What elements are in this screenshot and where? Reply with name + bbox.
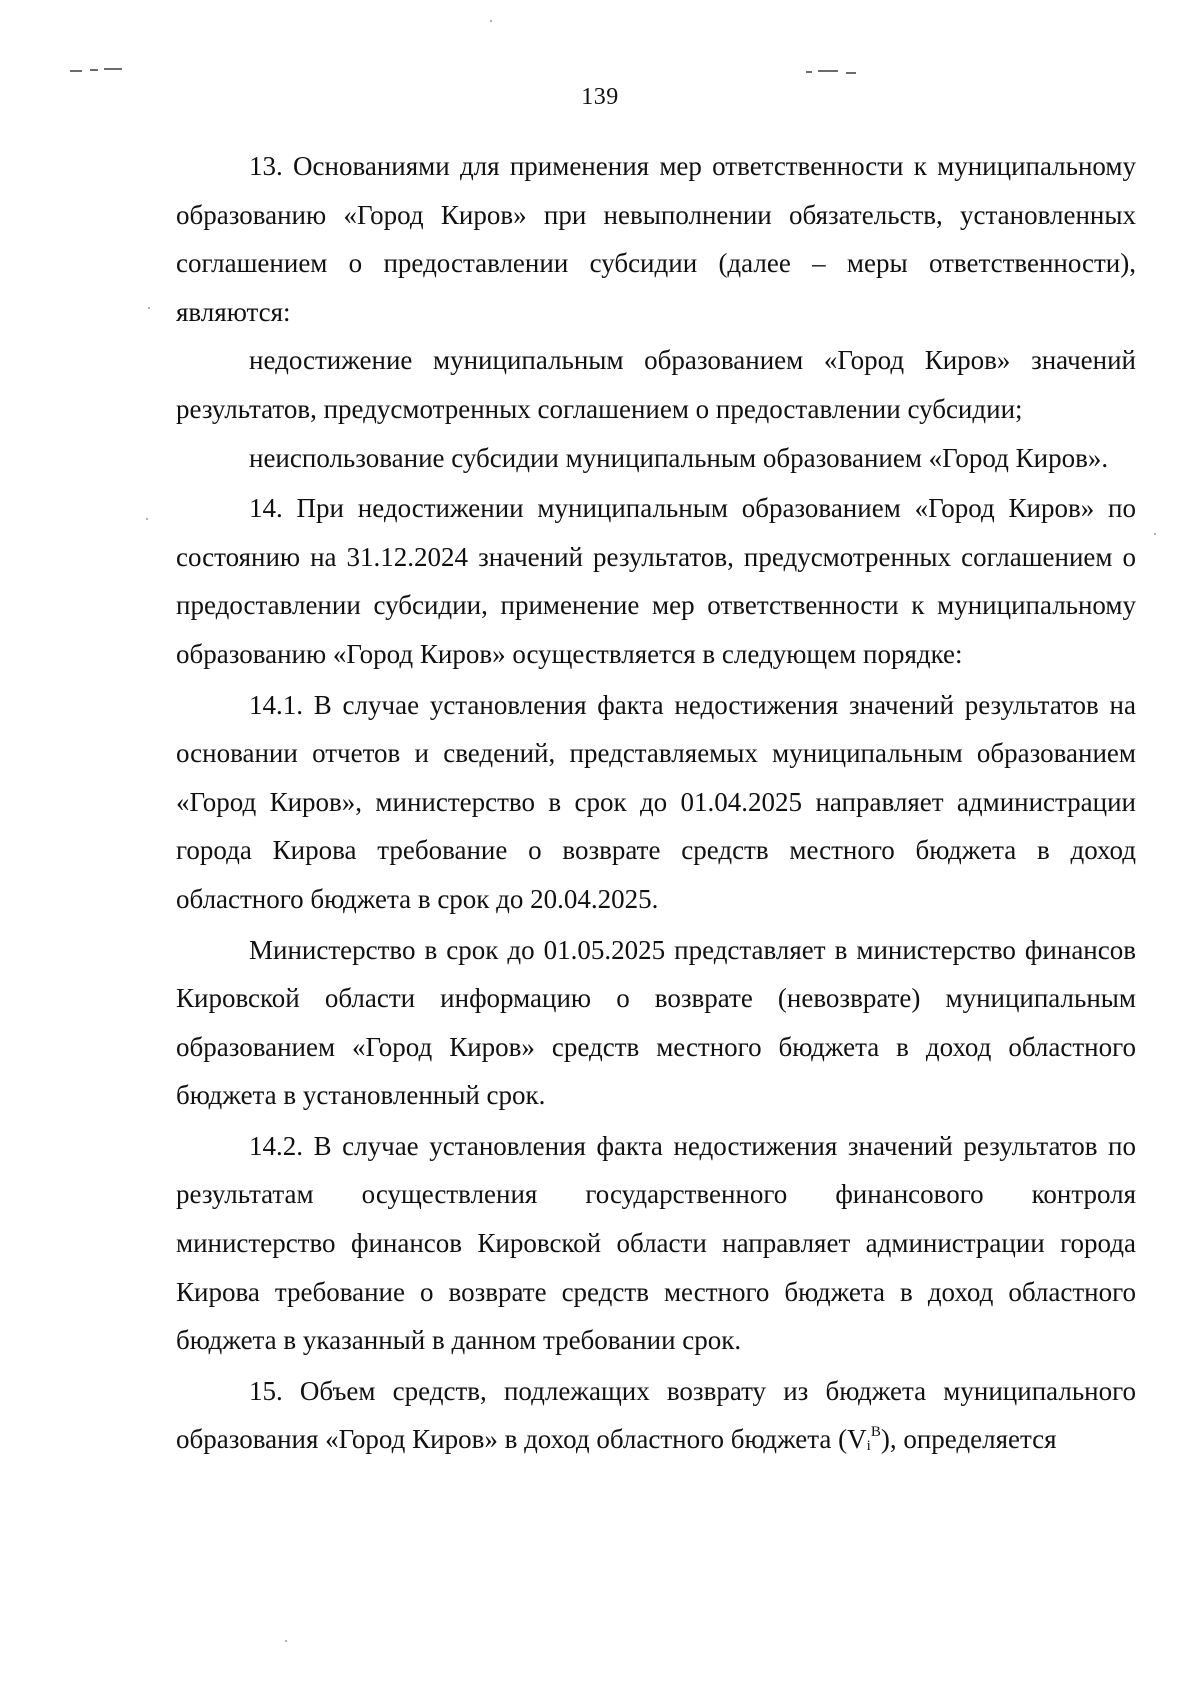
scan-dot: [1154, 533, 1156, 535]
scan-dot: [146, 518, 148, 520]
scan-dot: [490, 20, 492, 22]
paragraph-15: [176, 1367, 1136, 1464]
paragraph-13-item-1: недостижение муниципальным образованием «Город Киров» значений результатов, предусмотренных соглашением о предоставлении субсидии;: [176, 345, 1136, 424]
formula-superscript: В: [870, 1424, 881, 1441]
scan-dot: [285, 1640, 287, 1642]
paragraph-14-1: 14.1. В случае установления факта недостижения значений результатов на основании отчетов и сведений, представляемых муниципальным образованием «Город Киров», министерство в срок до 01.04.2025 направляет администрации города Кирова требование о возврате средств местного бюджета в доход областного бюджета в срок до 20.04.2025.: [176, 689, 1136, 914]
paragraph-13: 13. Основаниями для применения мер ответственности к муниципальному образованию «Город Киров» при невыполнении обязательств, установленных соглашением о предоставлении субсидии (далее – меры ответственности), являются:: [176, 151, 1136, 327]
scan-mark-top-left: [70, 70, 82, 72]
paragraph-14-2: 14.2. В случае установления факта недостижения значений результатов по результатам осуществления государственного финансового контроля министерство финансов Кировской области направляет администрации города Кирова требование о возврате средств местного бюджета в доход областного бюджета в указанный в данном требовании срок.: [176, 1130, 1136, 1356]
scan-mark-top-left-3: [104, 68, 122, 70]
paragraph-14: 14. При недостижении муниципальным образованием «Город Киров» по состоянию на 31.12.2024 значений результатов, предусмотренных соглашением о предоставлении субсидии, применение мер ответственности к муниципальному образованию «Город Киров» осуществляется в следующем порядке:: [176, 493, 1136, 669]
paragraph-14-1-ministry: Министерство в срок до 01.05.2025 представляет в министерство финансов Кировской области информацию о возврате (невозврате) муниципальным образованием «Город Киров» средств местного бюджета в доход областного бюджета в установленный срок.: [176, 934, 1136, 1111]
paragraph-15-text-before: 15. Объем средств, подлежащих возврату из бюджета муниципального образования «Город Киров» в доход областного бюджета (V: [176, 1375, 1136, 1455]
scan-mark-top-right-3: [846, 72, 856, 74]
page-number: 139: [581, 84, 619, 110]
scan-mark-top-right-2: [818, 70, 838, 72]
scan-mark-top-right: [806, 71, 812, 73]
paragraph-15-text-after: ), определяется: [880, 1424, 1057, 1455]
scan-dot: [148, 307, 150, 309]
document-body: [176, 142, 1136, 1464]
formula-subscript: i: [866, 1438, 871, 1455]
paragraph-13-item-2: неиспользование субсидии муниципальным образованием «Город Киров».: [249, 442, 1109, 473]
scan-mark-top-left-2: [90, 69, 98, 71]
